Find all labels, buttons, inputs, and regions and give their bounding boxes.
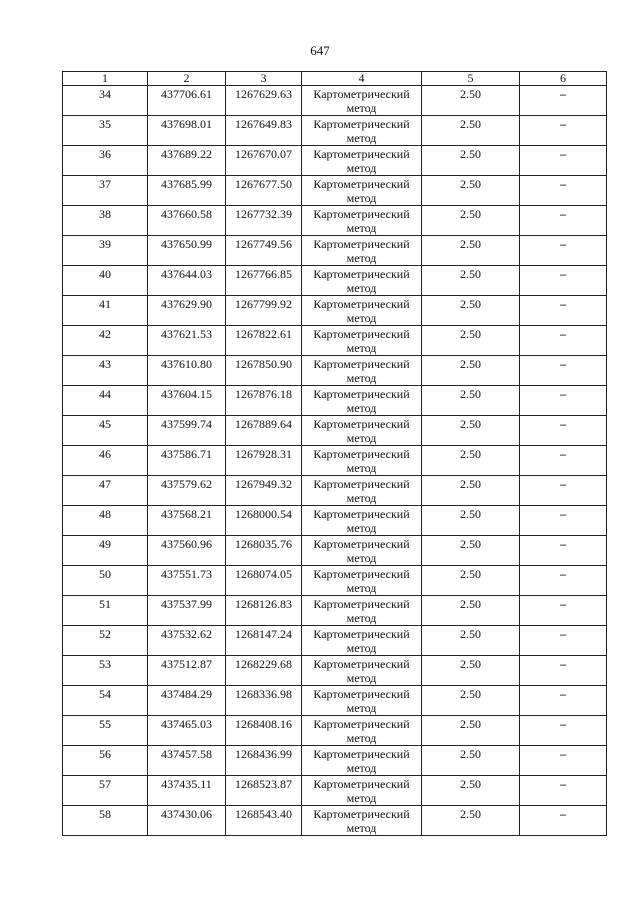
x-coordinate: 437430.06 [148,806,226,836]
method-line-2: метод [346,581,377,595]
y-coordinate: 1267766.85 [226,266,302,296]
x-coordinate: 437457.58 [148,746,226,776]
table-row [63,506,607,536]
description: – [520,536,607,566]
point-number: 53 [63,656,148,686]
x-coordinate: 437621.53 [148,326,226,356]
accuracy-value: 2.50 [422,776,520,806]
method-line-2: метод [346,761,377,775]
x-coordinate: 437604.15 [148,386,226,416]
description: – [520,266,607,296]
table-row [63,296,607,326]
point-number: 56 [63,746,148,776]
x-coordinate: 437689.22 [148,146,226,176]
method [302,656,422,686]
accuracy-value: 2.50 [422,656,520,686]
accuracy-value: 2.50 [422,446,520,476]
y-coordinate: 1267949.32 [226,476,302,506]
accuracy-value: 2.50 [422,326,520,356]
y-coordinate: 1268336.98 [226,686,302,716]
point-number: 46 [63,446,148,476]
x-coordinate: 437644.03 [148,266,226,296]
description: – [520,176,607,206]
method-line-1: Картометрический [313,657,410,671]
y-coordinate: 1267670.07 [226,146,302,176]
table-row [63,476,607,506]
method-line-2: метод [346,431,377,445]
x-coordinate: 437610.80 [148,356,226,386]
method-line-2: метод [346,671,377,685]
description: – [520,116,607,146]
y-coordinate: 1268000.54 [226,506,302,536]
point-number: 38 [63,206,148,236]
accuracy-value: 2.50 [422,206,520,236]
accuracy-value: 2.50 [422,386,520,416]
point-number: 48 [63,506,148,536]
description: – [520,476,607,506]
method-line-1: Картометрический [313,387,410,401]
y-coordinate: 1267732.39 [226,206,302,236]
table-row [63,536,607,566]
description: – [520,566,607,596]
description: – [520,326,607,356]
method [302,806,422,836]
method-line-2: метод [346,551,377,565]
table-row [63,746,607,776]
y-coordinate: 1268543.40 [226,806,302,836]
y-coordinate: 1268074.05 [226,566,302,596]
accuracy-value: 2.50 [422,806,520,836]
accuracy-value: 2.50 [422,266,520,296]
method [302,146,422,176]
method-line-1: Картометрический [313,807,410,821]
method-line-2: метод [346,641,377,655]
x-coordinate: 437599.74 [148,416,226,446]
header-row [63,72,607,86]
method-line-1: Картометрический [313,237,410,251]
y-coordinate: 1267928.31 [226,446,302,476]
accuracy-value: 2.50 [422,716,520,746]
point-number: 34 [63,86,148,116]
method-line-1: Картометрический [313,297,410,311]
accuracy-value: 2.50 [422,566,520,596]
point-number: 44 [63,386,148,416]
x-coordinate: 437568.21 [148,506,226,536]
method-line-2: метод [346,341,377,355]
description: – [520,386,607,416]
method-line-1: Картометрический [313,717,410,731]
y-coordinate: 1268035.76 [226,536,302,566]
accuracy-value: 2.50 [422,476,520,506]
accuracy-value: 2.50 [422,296,520,326]
x-coordinate: 437698.01 [148,116,226,146]
y-coordinate: 1268436.99 [226,746,302,776]
method [302,476,422,506]
description: – [520,626,607,656]
method-line-1: Картометрический [313,507,410,521]
x-coordinate: 437579.62 [148,476,226,506]
description: – [520,416,607,446]
method [302,116,422,146]
accuracy-value: 2.50 [422,146,520,176]
table-row [63,626,607,656]
table-row [63,776,607,806]
accuracy-value: 2.50 [422,626,520,656]
description: – [520,86,607,116]
x-coordinate: 437484.29 [148,686,226,716]
method [302,386,422,416]
description: – [520,656,607,686]
description: – [520,506,607,536]
x-coordinate: 437650.99 [148,236,226,266]
method [302,356,422,386]
method-line-1: Картометрический [313,567,410,581]
method-line-2: метод [346,731,377,745]
y-coordinate: 1267799.92 [226,296,302,326]
method-line-1: Картометрический [313,147,410,161]
point-number: 37 [63,176,148,206]
accuracy-value: 2.50 [422,686,520,716]
accuracy-value: 2.50 [422,356,520,386]
accuracy-value: 2.50 [422,236,520,266]
method-line-2: метод [346,791,377,805]
y-coordinate: 1267876.18 [226,386,302,416]
y-coordinate: 1267822.61 [226,326,302,356]
description: – [520,146,607,176]
point-number: 58 [63,806,148,836]
description: – [520,596,607,626]
method [302,716,422,746]
table-row [63,206,607,236]
method-line-2: метод [346,521,377,535]
method [302,686,422,716]
method-line-1: Картометрический [313,777,410,791]
table-row [63,356,607,386]
method-line-2: метод [346,311,377,325]
method-line-2: метод [346,101,377,115]
method-line-2: метод [346,221,377,235]
method [302,626,422,656]
point-number: 57 [63,776,148,806]
accuracy-value: 2.50 [422,116,520,146]
method [302,326,422,356]
method-line-1: Картометрический [313,87,410,101]
accuracy-value: 2.50 [422,746,520,776]
method-line-1: Картометрический [313,447,410,461]
method-line-2: метод [346,281,377,295]
page-number: 647 [310,43,330,58]
description: – [520,296,607,326]
description: – [520,356,607,386]
method [302,596,422,626]
method [302,206,422,236]
y-coordinate: 1267889.64 [226,416,302,446]
table-row [63,686,607,716]
point-number: 51 [63,596,148,626]
column-header: 5 [422,72,520,86]
method-line-2: метод [346,611,377,625]
x-coordinate: 437435.11 [148,776,226,806]
description: – [520,746,607,776]
table-row [63,446,607,476]
x-coordinate: 437512.87 [148,656,226,686]
method [302,446,422,476]
method-line-1: Картометрический [313,357,410,371]
table-row [63,806,607,836]
table-row [63,146,607,176]
point-number: 41 [63,296,148,326]
method-line-1: Картометрический [313,747,410,761]
point-number: 35 [63,116,148,146]
method-line-2: метод [346,251,377,265]
method-line-2: метод [346,491,377,505]
column-header: 4 [302,72,422,86]
table-row [63,566,607,596]
y-coordinate: 1267629.63 [226,86,302,116]
description: – [520,806,607,836]
method-line-2: метод [346,131,377,145]
method [302,536,422,566]
method-line-1: Картометрический [313,267,410,281]
method [302,86,422,116]
description: – [520,776,607,806]
table-row [63,716,607,746]
y-coordinate: 1267677.50 [226,176,302,206]
y-coordinate: 1268126.83 [226,596,302,626]
point-number: 40 [63,266,148,296]
x-coordinate: 437465.03 [148,716,226,746]
y-coordinate: 1267649.83 [226,116,302,146]
description: – [520,236,607,266]
method [302,776,422,806]
point-number: 47 [63,476,148,506]
point-number: 42 [63,326,148,356]
y-coordinate: 1268408.16 [226,716,302,746]
x-coordinate: 437532.62 [148,626,226,656]
x-coordinate: 437660.58 [148,206,226,236]
table-row [63,326,607,356]
point-number: 45 [63,416,148,446]
method [302,416,422,446]
column-header: 1 [63,72,148,86]
description: – [520,206,607,236]
point-number: 36 [63,146,148,176]
y-coordinate: 1268523.87 [226,776,302,806]
table-row [63,176,607,206]
method [302,566,422,596]
method-line-1: Картометрический [313,597,410,611]
description: – [520,716,607,746]
x-coordinate: 437586.71 [148,446,226,476]
point-number: 50 [63,566,148,596]
method [302,506,422,536]
description: – [520,446,607,476]
table-row [63,656,607,686]
accuracy-value: 2.50 [422,536,520,566]
x-coordinate: 437685.99 [148,176,226,206]
method-line-1: Картометрический [313,177,410,191]
x-coordinate: 437629.90 [148,296,226,326]
method-line-2: метод [346,161,377,175]
point-number: 54 [63,686,148,716]
table-row [63,596,607,626]
method-line-2: метод [346,821,377,835]
y-coordinate: 1267749.56 [226,236,302,266]
method [302,236,422,266]
method-line-1: Картометрический [313,477,410,491]
point-number: 52 [63,626,148,656]
method [302,266,422,296]
table-row [63,386,607,416]
point-number: 55 [63,716,148,746]
coordinates-table [62,71,607,836]
column-header: 3 [226,72,302,86]
method-line-2: метод [346,401,377,415]
table-row [63,236,607,266]
table-body [63,86,607,836]
point-number: 43 [63,356,148,386]
y-coordinate: 1267850.90 [226,356,302,386]
accuracy-value: 2.50 [422,176,520,206]
method-line-2: метод [346,371,377,385]
accuracy-value: 2.50 [422,596,520,626]
x-coordinate: 437537.99 [148,596,226,626]
method-line-1: Картометрический [313,207,410,221]
method [302,746,422,776]
method-line-1: Картометрический [313,627,410,641]
y-coordinate: 1268147.24 [226,626,302,656]
method [302,296,422,326]
accuracy-value: 2.50 [422,86,520,116]
point-number: 39 [63,236,148,266]
method [302,176,422,206]
method-line-2: метод [346,701,377,715]
x-coordinate: 437560.96 [148,536,226,566]
method-line-1: Картометрический [313,117,410,131]
column-header: 6 [520,72,607,86]
table-row [63,116,607,146]
x-coordinate: 437706.61 [148,86,226,116]
y-coordinate: 1268229.68 [226,656,302,686]
x-coordinate: 437551.73 [148,566,226,596]
method-line-2: метод [346,191,377,205]
table-row [63,86,607,116]
accuracy-value: 2.50 [422,506,520,536]
table-row [63,266,607,296]
point-number: 49 [63,536,148,566]
accuracy-value: 2.50 [422,416,520,446]
method-line-1: Картометрический [313,327,410,341]
method-line-1: Картометрический [313,687,410,701]
table-row [63,416,607,446]
description: – [520,686,607,716]
method-line-1: Картометрический [313,417,410,431]
method-line-1: Картометрический [313,537,410,551]
column-header: 2 [148,72,226,86]
method-line-2: метод [346,461,377,475]
